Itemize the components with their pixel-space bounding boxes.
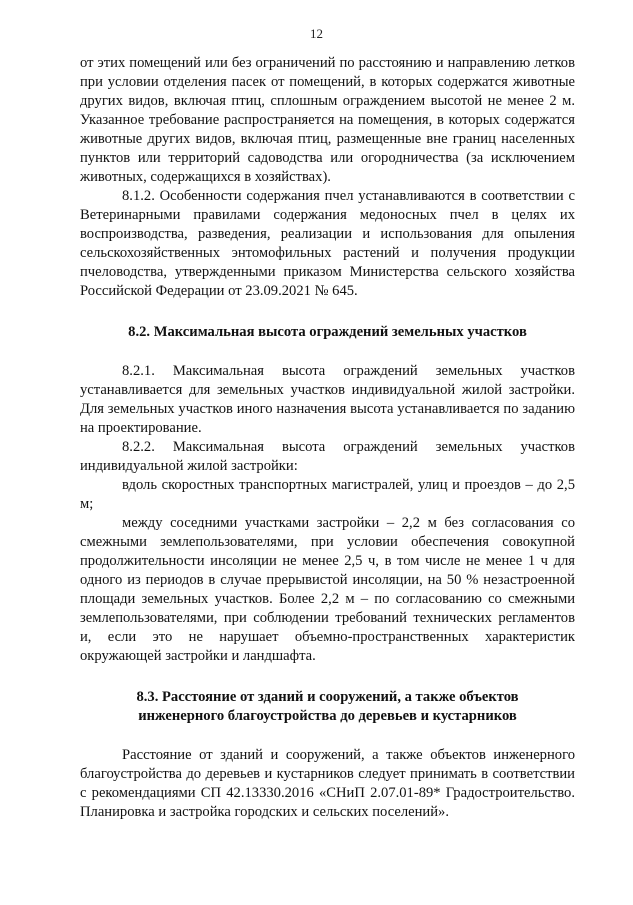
spacer — [80, 726, 575, 746]
heading-8-3-line-1: 8.3. Расстояние от зданий и сооружений, а также объектов — [136, 689, 519, 705]
page-content — [80, 54, 575, 822]
paragraph-8-2-2-item-a: вдоль скоростных транспортных магистралей, улиц и проездов – до 2,5 м; — [80, 477, 575, 512]
spacer — [80, 666, 575, 688]
heading-8-3-line-2: инженерного благоустройства до деревьев и кустарников — [138, 708, 517, 724]
spacer — [80, 301, 575, 323]
page-number: 12 — [310, 26, 323, 41]
paragraph-8-2-1: 8.2.1. Максимальная высота ограждений земельных участков устанавливается для земельных участков индивидуальной жилой застройки. Для земельных участков иного назначения высота устанавливается по заданию на проектирование. — [80, 363, 575, 436]
heading-8-2: 8.2. Максимальная высота ограждений земельных участков — [128, 324, 527, 340]
spacer — [80, 342, 575, 362]
paragraph-8-2-2-item-b: между соседними участками застройки – 2,2 м без согласования со смежными землепользователями, при условии обеспечения совокупной продолжительности инсоляции не менее 2,5 ч, в том числе не менее 1 ч для одного из периодов в случае прерывистой инсоляции, на 50 % незастроенной площади земельных участков. Более 2,2 м – по согласованию со смежными землепользователями, при соблюдении требований технических регламентов и, если это не нарушает объемно-пространственных характеристик окружающей застройки и ландшафта. — [80, 515, 575, 664]
paragraph-8-3: Расстояние от зданий и сооружений, а также объектов инженерного благоустройства до деревьев и кустарников следует принимать в соответствии с рекомендациями СП 42.13330.2016 «СНиП 2.07.01-89* Градостроительство. Планировка и застройка городских и сельских поселений». — [80, 747, 575, 820]
paragraph-8-1-2: 8.1.2. Особенности содержания пчел устанавливаются в соответствии с Ветеринарными правилами содержания медоносных пчел в целях их воспроизводства, разведения, реализации и использования для опыления сельскохозяйственных энтомофильных растений и получения продукции пчеловодства, утвержденными приказом Министерства сельского хозяйства Российской Федерации от 23.09.2021 № 645. — [80, 188, 575, 299]
paragraph-8-1-1-tail: от этих помещений или без ограничений по расстоянию и направлению летков при условии отделения пасек от помещений, в которых содержатся животные других видов, включая птиц, сплошным ограждением высотой не менее 2 м. Указанное требование распространяется на помещения, в которых содержатся животные других видов, включая птиц, размещенные вне границ населенных пунктов или территорий садоводства или огородничества (за исключением животных, содержащихся в хозяйствах). — [80, 55, 575, 185]
paragraph-8-2-2: 8.2.2. Максимальная высота ограждений земельных участков индивидуальной жилой застройки: — [80, 439, 575, 474]
